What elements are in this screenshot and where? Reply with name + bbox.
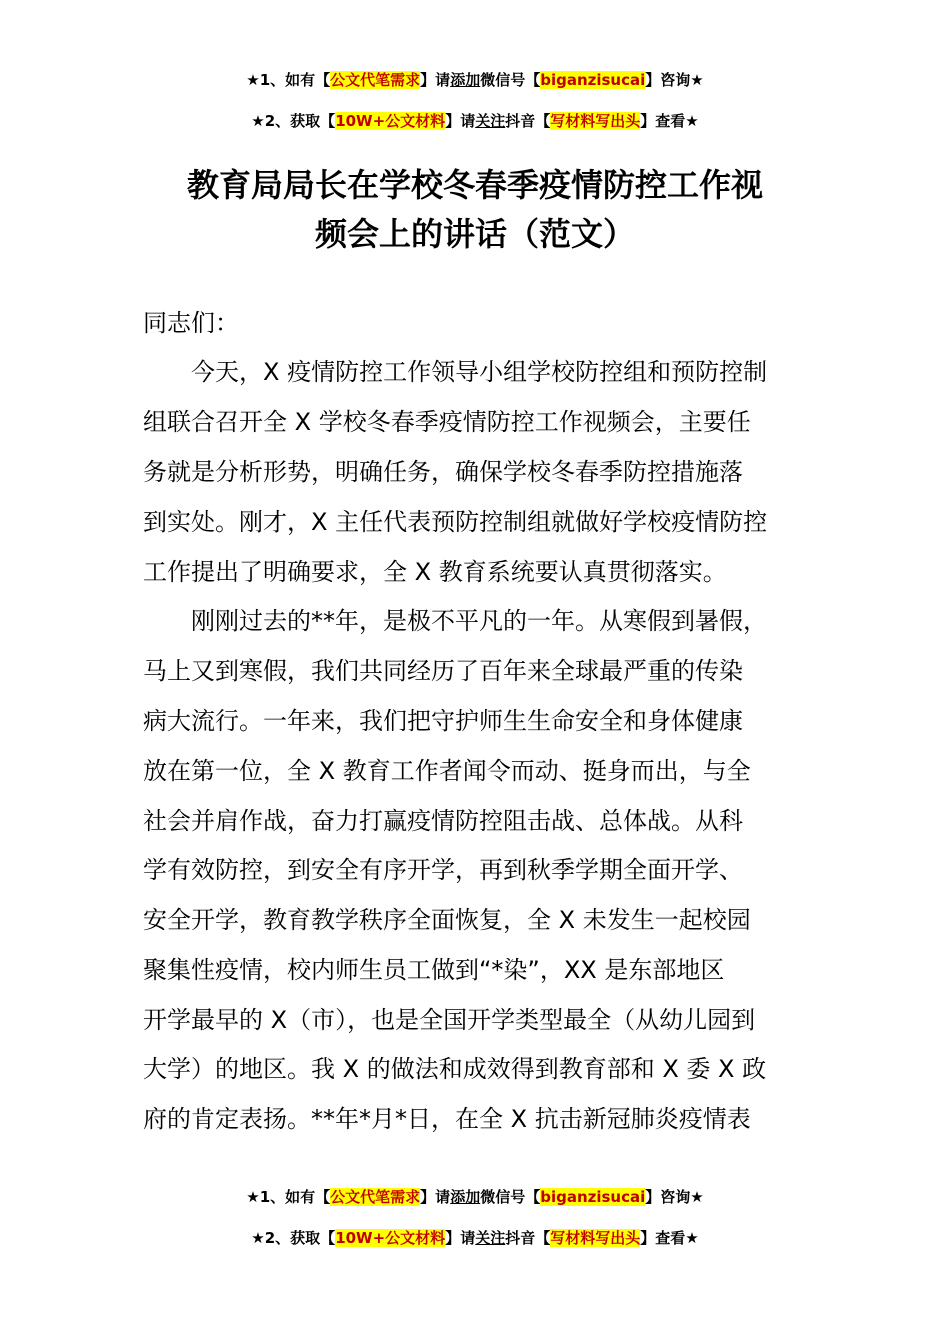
promo-text: 】请 <box>420 71 451 89</box>
body-line: 社会并肩作战，奋力打赢疫情防控阻击战、总体战。从科 <box>143 807 743 835</box>
promo-text: 】咨询★ <box>645 1188 704 1206</box>
body-line: 病大流行。一年来，我们把守护师生生命安全和身体健康 <box>143 707 743 735</box>
promo-text: 】咨询★ <box>645 71 704 89</box>
promo-text: 微信号【 <box>480 1188 541 1206</box>
promo-highlight: 10W+公文材料 <box>335 1229 446 1247</box>
body-line: 放在第一位，全 X 教育工作者闻令而动、挺身而出，与全 <box>143 757 751 785</box>
promo-underline: 添加 <box>450 71 481 89</box>
body-line: 务就是分析形势，明确任务，确保学校冬春季防控措施落 <box>143 458 743 486</box>
promo-text: 抖音【 <box>505 112 551 130</box>
promo-wechat-id: biganzisucai <box>540 71 646 89</box>
body-line: 安全开学，教育教学秩序全面恢复，全 X 未发生一起校园 <box>143 906 751 934</box>
promo-text: ★1、如有【 <box>246 71 331 89</box>
body-line: 府的肯定表扬。**年*月*日，在全 X 抗击新冠肺炎疫情表 <box>143 1105 751 1133</box>
promo-douyin-id: 写材料写出头 <box>550 112 641 130</box>
body-line: 聚集性疫情，校内师生员工做到“*染”，XX 是东部地区 <box>143 956 725 984</box>
body-line: 今天，X 疫情防控工作领导小组学校防控组和预防控制 <box>143 358 768 386</box>
promo-text: ★2、获取【 <box>251 112 336 130</box>
promo-wechat-id: biganzisucai <box>540 1188 646 1206</box>
promo-text: 】请 <box>445 1229 476 1247</box>
promo-highlight: 公文代笔需求 <box>330 71 421 89</box>
promo-highlight: 10W+公文材料 <box>335 112 446 130</box>
promo-text: 抖音【 <box>505 1229 551 1247</box>
body-line: 马上又到寒假，我们共同经历了百年来全球最严重的传染 <box>143 657 743 685</box>
promo-line-1-top <box>0 69 950 91</box>
promo-text: 】查看★ <box>640 112 699 130</box>
body-line: 学有效防控，到安全有序开学，再到秋季学期全面开学、 <box>143 856 743 884</box>
promo-underline: 关注 <box>475 112 506 130</box>
promo-text: ★1、如有【 <box>246 1188 331 1206</box>
body-line: 同志们： <box>143 309 239 337</box>
promo-text: 微信号【 <box>480 71 541 89</box>
promo-text: 】查看★ <box>640 1229 699 1247</box>
promo-line-2-bottom <box>0 1227 950 1249</box>
document-title-line-1: 教育局局长在学校冬春季疫情防控工作视 <box>186 166 763 204</box>
promo-text: 】请 <box>420 1188 451 1206</box>
promo-highlight: 公文代笔需求 <box>330 1188 421 1206</box>
document-title-line-2: 频会上的讲话（范文） <box>314 215 635 253</box>
promo-text: ★2、获取【 <box>251 1229 336 1247</box>
promo-line-2-top <box>0 110 950 132</box>
body-line: 开学最早的 X（市），也是全国开学类型最全（从幼儿园到 <box>143 1006 756 1034</box>
promo-underline: 添加 <box>450 1188 481 1206</box>
body-line: 大学）的地区。我 X 的做法和成效得到教育部和 X 委 X 政 <box>143 1055 767 1083</box>
body-line: 刚刚过去的**年，是极不平凡的一年。从寒假到暑假， <box>143 607 767 635</box>
promo-text: 】请 <box>445 112 476 130</box>
body-line: 工作提出了明确要求，全 X 教育系统要认真贯彻落实。 <box>143 558 727 586</box>
body-line: 组联合召开全 X 学校冬春季疫情防控工作视频会，主要任 <box>143 408 751 436</box>
promo-douyin-id: 写材料写出头 <box>550 1229 641 1247</box>
body-line: 到实处。刚才，X 主任代表预防控制组就做好学校疫情防控 <box>143 508 768 536</box>
promo-line-1-bottom <box>0 1186 950 1208</box>
promo-underline: 关注 <box>475 1229 506 1247</box>
